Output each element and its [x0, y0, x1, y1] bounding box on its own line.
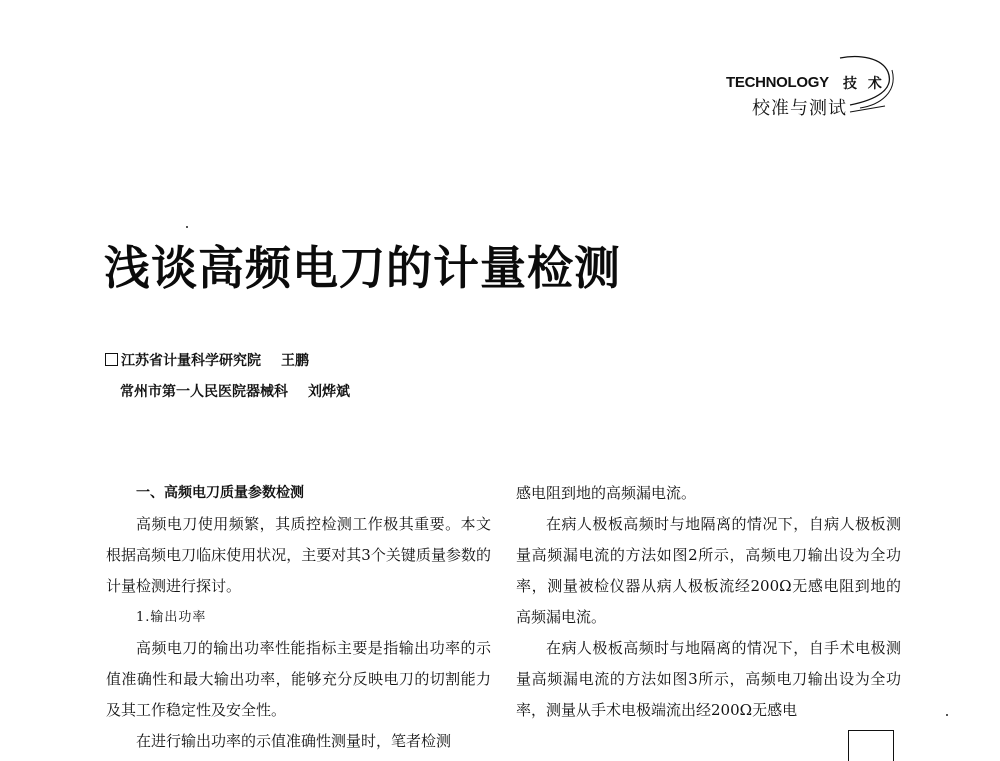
- author-line-2: [120, 381, 350, 401]
- paragraph: 高频电刀的输出功率性能指标主要是指输出功率的示值准确性和最大输出功率，能够充分反映电刀的切割能力及其工作稳定性及安全性。: [106, 639, 491, 719]
- paragraph: 在病人极板高频时与地隔离的情况下，自病人极板测量高频漏电流的方法如图2所示，高频电刀输出设为全功率，测量被检仪器从病人极板流经200Ω无感电阻到地的高频漏电流。: [516, 515, 901, 626]
- section-label-en: TECHNOLOGY: [726, 74, 829, 91]
- body-column-right: [516, 478, 901, 726]
- subsection-label: 校准与测试: [752, 98, 847, 119]
- paragraph: 高频电刀使用频繁，其质控检测工作极其重要。本文根据高频电刀临床使用状况，主要对其3个关键质量参数的计量检测进行探讨。: [106, 515, 491, 595]
- scan-speck: [186, 226, 188, 228]
- author-name: 王鹏: [281, 353, 309, 369]
- page-corner-box: [848, 730, 894, 761]
- header-swoosh-icon: [700, 50, 900, 130]
- body-column-left: [106, 478, 491, 757]
- subsection-heading: 1.输出功率: [136, 610, 207, 625]
- author-org: 江苏省计量科学研究院: [121, 353, 261, 369]
- author-line-1: [105, 350, 309, 370]
- checkbox-square-icon: [105, 353, 118, 366]
- article-title: 浅谈高频电刀的计量检测: [104, 241, 621, 295]
- section-label-cn: 技 术: [843, 76, 885, 92]
- author-org: 常州市第一人民医院器械科: [120, 384, 288, 400]
- section-heading: 一、高频电刀质量参数检测: [136, 485, 304, 501]
- scan-speck: [946, 714, 948, 716]
- author-name: 刘烨斌: [308, 384, 350, 400]
- paragraph: 感电阻到地的高频漏电流。: [516, 484, 697, 502]
- paragraph: 在进行输出功率的示值准确性测量时，笔者检测: [136, 732, 452, 750]
- paragraph: 在病人极板高频时与地隔离的情况下，自手术电极测量高频漏电流的方法如图3所示，高频电刀输出设为全功率，测量从手术电极端流出经200Ω无感电: [516, 639, 901, 719]
